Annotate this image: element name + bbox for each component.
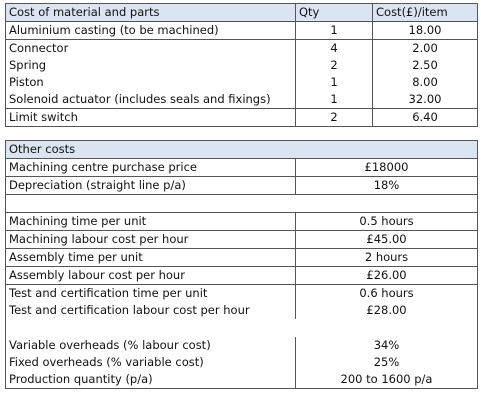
cost-label: Machining centre purchase price xyxy=(6,159,296,177)
cost-value: 0.6 hours xyxy=(296,285,478,303)
table-row xyxy=(6,40,478,58)
table-row xyxy=(6,74,478,91)
table-row xyxy=(6,91,478,109)
material-cost: 2.00 xyxy=(373,40,478,58)
cost-label: Machining labour cost per hour xyxy=(6,231,296,249)
material-qty: 2 xyxy=(296,109,373,127)
cost-value: 0.5 hours xyxy=(296,213,478,231)
table-row xyxy=(6,231,478,249)
material-cost: 6.40 xyxy=(373,109,478,127)
cost-value: 200 to 1600 p/a xyxy=(296,371,478,389)
table-row xyxy=(6,57,478,74)
cost-label: Assembly time per unit xyxy=(6,249,296,267)
table-row xyxy=(6,354,478,371)
cost-value: £45.00 xyxy=(296,231,478,249)
other-costs-header-row xyxy=(6,141,478,159)
cost-sheet xyxy=(5,3,477,389)
cost-value: £26.00 xyxy=(296,267,478,285)
materials-header-cost: Cost(£)/item xyxy=(373,4,478,22)
material-qty: 1 xyxy=(296,91,373,109)
materials-header-qty: Qty xyxy=(296,4,373,22)
material-qty: 1 xyxy=(296,22,373,40)
table-row xyxy=(6,109,478,127)
material-cost: 8.00 xyxy=(373,74,478,91)
material-qty: 2 xyxy=(296,57,373,74)
cost-label: Test and certification time per unit xyxy=(6,285,296,303)
table-row xyxy=(6,267,478,285)
spacer-row xyxy=(6,319,478,337)
cost-label: Test and certification labour cost per hour xyxy=(6,302,296,319)
table-row xyxy=(6,177,478,195)
cost-label: Assembly labour cost per hour xyxy=(6,267,296,285)
cost-label: Depreciation (straight line p/a) xyxy=(6,177,296,195)
material-qty: 1 xyxy=(296,74,373,91)
cost-value: 34% xyxy=(296,337,478,354)
table-row xyxy=(6,213,478,231)
material-item: Connector xyxy=(6,40,296,58)
table-row xyxy=(6,371,478,389)
spacer-row xyxy=(6,195,478,213)
cost-value: £28.00 xyxy=(296,302,478,319)
cost-label: Fixed overheads (% variable cost) xyxy=(6,354,296,371)
materials-header-item: Cost of material and parts xyxy=(6,4,296,22)
table-row xyxy=(6,159,478,177)
cost-value: 18% xyxy=(296,177,478,195)
table-row xyxy=(6,302,478,319)
cost-label: Machining time per unit xyxy=(6,213,296,231)
material-cost: 2.50 xyxy=(373,57,478,74)
material-qty: 4 xyxy=(296,40,373,58)
material-cost: 18.00 xyxy=(373,22,478,40)
table-row xyxy=(6,337,478,354)
table-row xyxy=(6,285,478,303)
material-cost: 32.00 xyxy=(373,91,478,109)
table-row xyxy=(6,22,478,40)
material-item: Piston xyxy=(6,74,296,91)
cost-label: Variable overheads (% labour cost) xyxy=(6,337,296,354)
other-costs-table xyxy=(5,140,478,389)
cost-value: 2 hours xyxy=(296,249,478,267)
table-row xyxy=(6,249,478,267)
cost-value: 25% xyxy=(296,354,478,371)
materials-table xyxy=(5,3,478,127)
other-costs-header: Other costs xyxy=(6,141,478,159)
cost-value: £18000 xyxy=(296,159,478,177)
cost-label: Production quantity (p/a) xyxy=(6,371,296,389)
material-item: Spring xyxy=(6,57,296,74)
materials-header-row xyxy=(6,4,478,22)
material-item: Aluminium casting (to be machined) xyxy=(6,22,296,40)
material-item: Solenoid actuator (includes seals and fixings) xyxy=(6,91,296,109)
material-item: Limit switch xyxy=(6,109,296,127)
